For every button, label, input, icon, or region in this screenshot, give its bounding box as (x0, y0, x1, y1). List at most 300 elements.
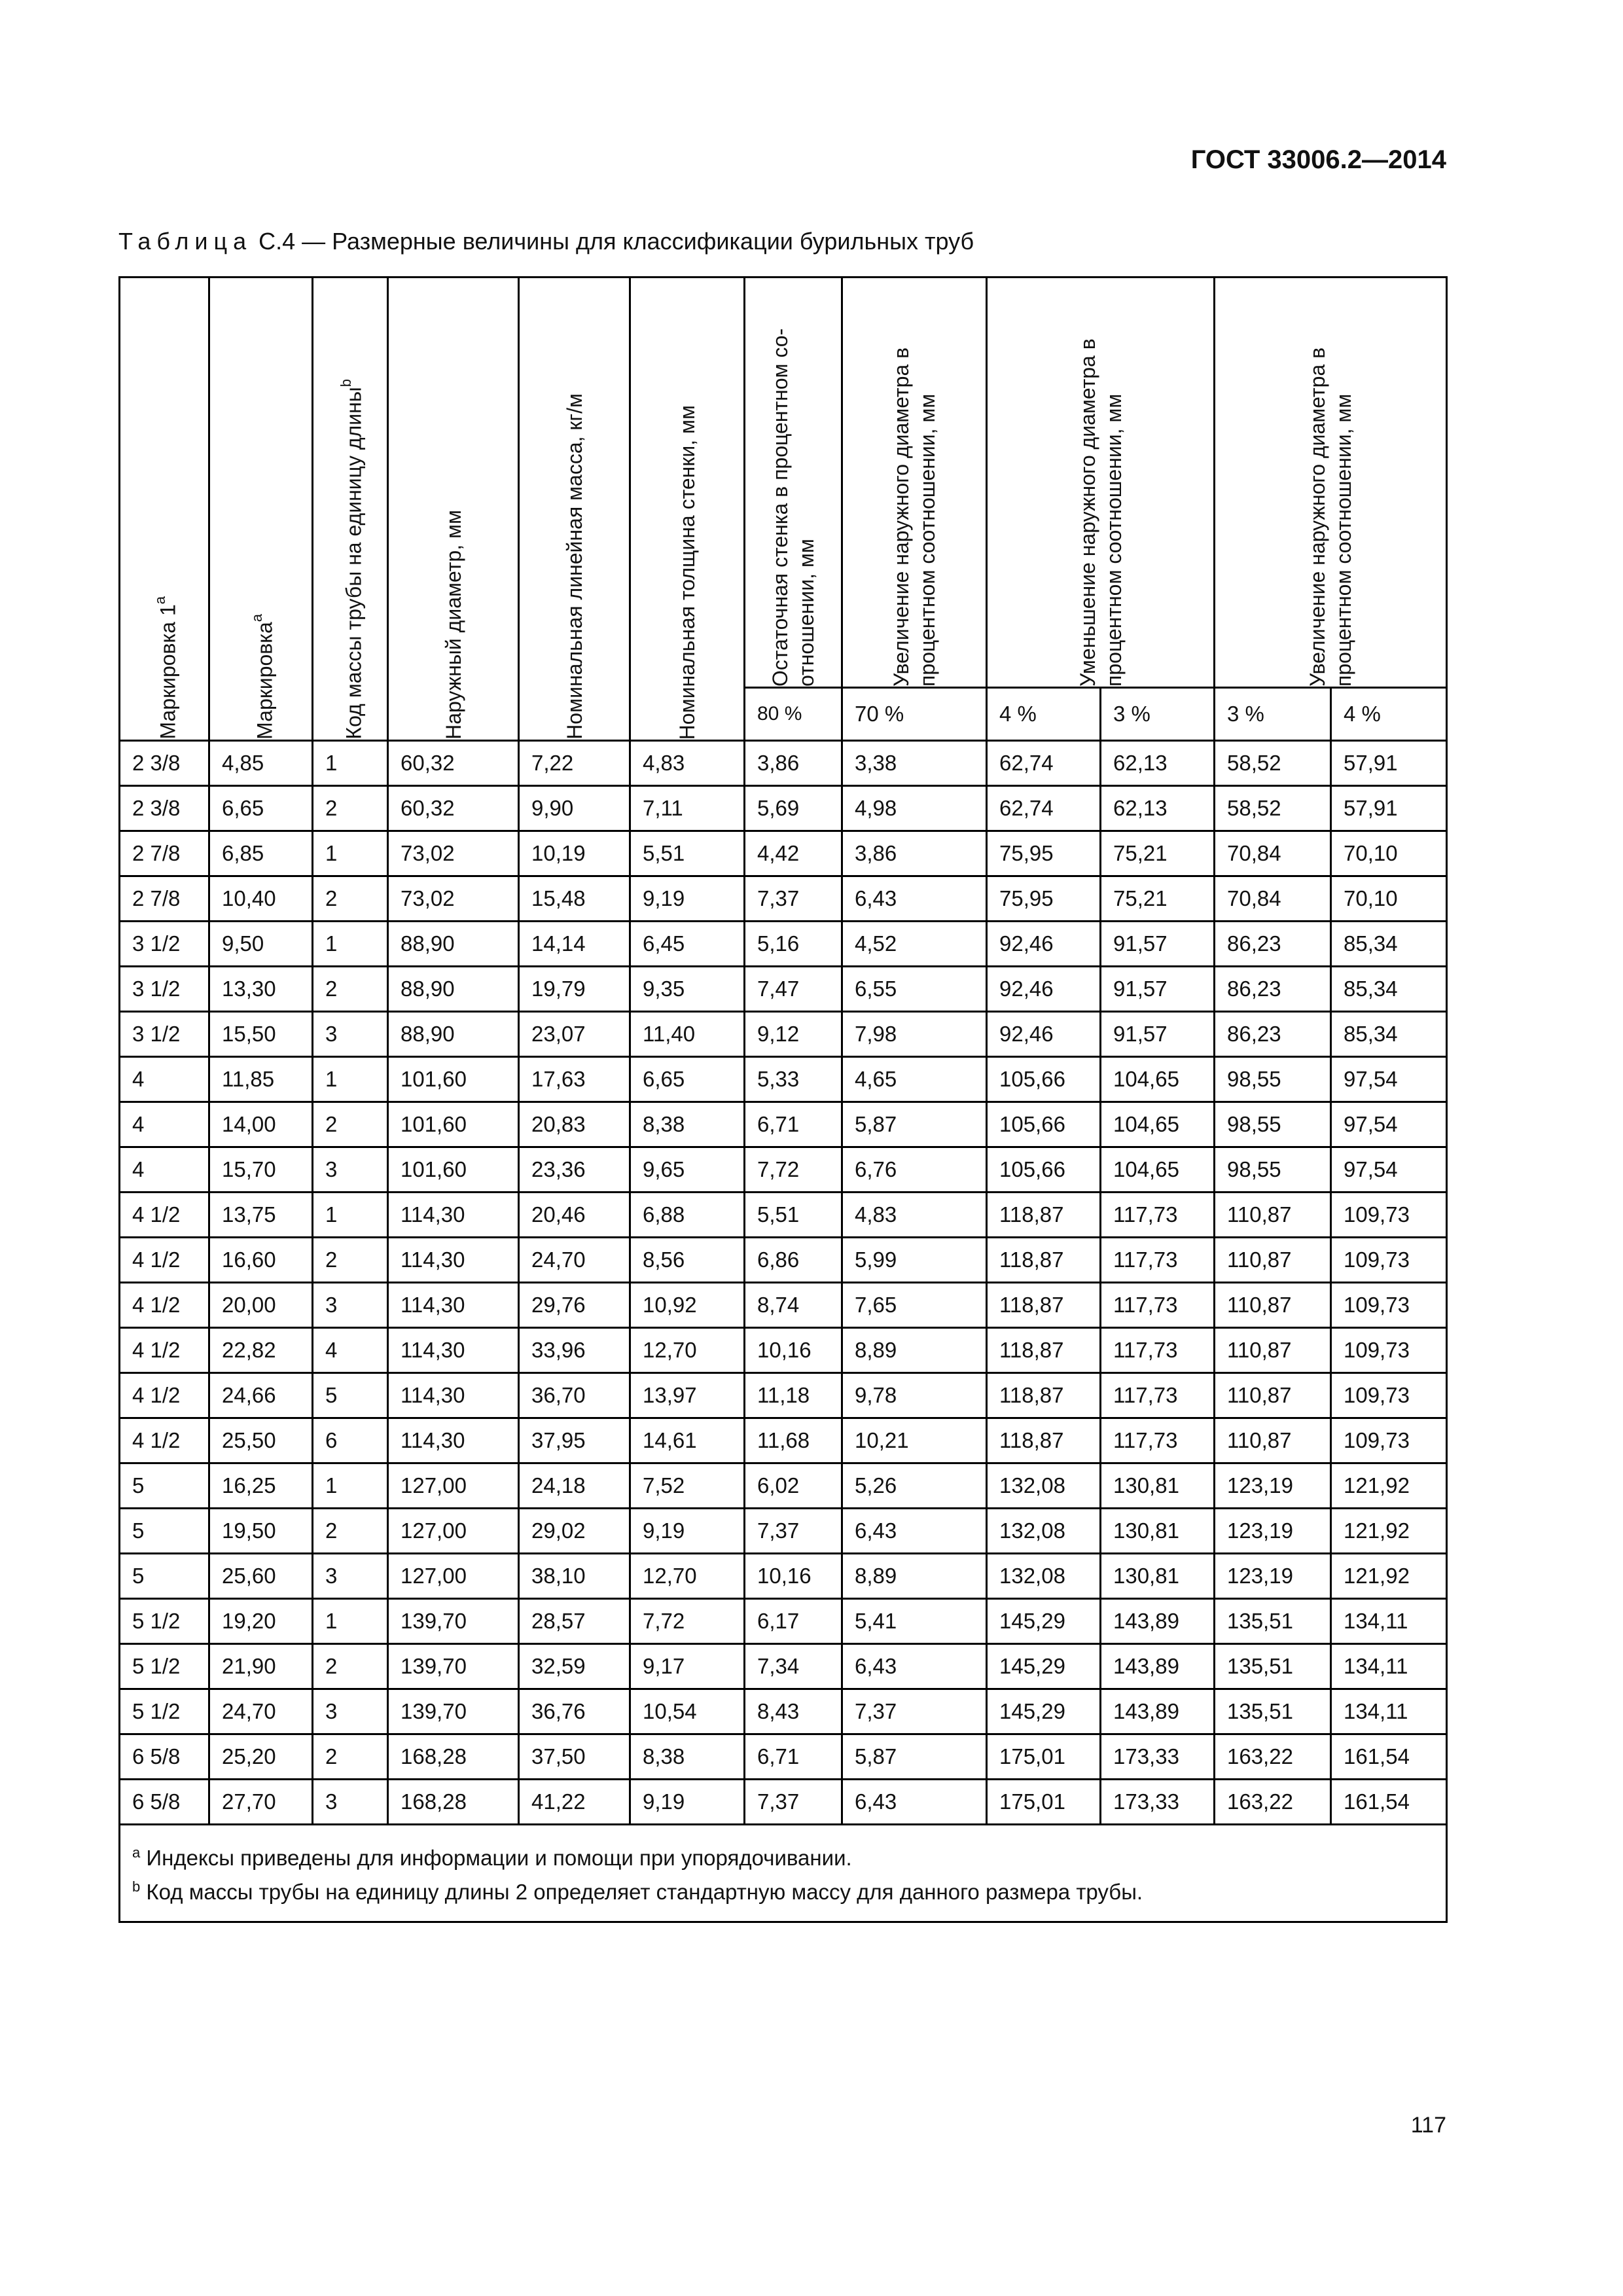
table-cell: 145,29 (987, 1689, 1101, 1734)
table-cell: 143,89 (1101, 1644, 1215, 1689)
table-cell: 3 (313, 1283, 388, 1328)
table-cell: 3,38 (842, 741, 987, 786)
table-cell: 110,87 (1215, 1193, 1331, 1238)
table-cell: 60,32 (388, 741, 519, 786)
table-cell: 6,43 (842, 876, 987, 922)
table-cell: 161,54 (1331, 1780, 1447, 1825)
table-cell: 4 (120, 1102, 209, 1147)
table-cell: 4,65 (842, 1057, 987, 1102)
table-cell: 1 (313, 741, 388, 786)
table-cell: 110,87 (1215, 1238, 1331, 1283)
table-cell: 2 (313, 1734, 388, 1780)
table-cell: 4,83 (842, 1193, 987, 1238)
table-cell: 4 1/2 (120, 1283, 209, 1328)
table-cell: 6,86 (745, 1238, 842, 1283)
table-row (120, 1057, 1447, 1102)
table-cell: 117,73 (1101, 1373, 1215, 1418)
table-cell: 13,75 (209, 1193, 313, 1238)
table-cell: 117,73 (1101, 1283, 1215, 1328)
table-cell: 2 (313, 967, 388, 1012)
table-cell: 3,86 (842, 831, 987, 876)
table-row (120, 1102, 1447, 1147)
table-cell: 5 (120, 1509, 209, 1554)
table-row (120, 876, 1447, 922)
table-cell: 70,10 (1331, 831, 1447, 876)
table-cell: 110,87 (1215, 1373, 1331, 1418)
table-cell: 121,92 (1331, 1509, 1447, 1554)
table-cell: 58,52 (1215, 741, 1331, 786)
table-cell: 114,30 (388, 1283, 519, 1328)
table-cell: 7,37 (745, 876, 842, 922)
table-cell: 135,51 (1215, 1644, 1331, 1689)
table-cell: 168,28 (388, 1734, 519, 1780)
table-cell: 2 (313, 1102, 388, 1147)
table-row (120, 1418, 1447, 1463)
table-cell: 5 (120, 1554, 209, 1599)
table-cell: 62,74 (987, 741, 1101, 786)
table-cell: 92,46 (987, 922, 1101, 967)
table-cell: 143,89 (1101, 1599, 1215, 1644)
table-cell: 6,88 (630, 1193, 745, 1238)
table-cell: 8,74 (745, 1283, 842, 1328)
table-cell: 6,17 (745, 1599, 842, 1644)
table-cell: 62,74 (987, 786, 1101, 831)
table-cell: 132,08 (987, 1509, 1101, 1554)
table-cell: 121,92 (1331, 1463, 1447, 1509)
subheader-80: 80 % (745, 687, 842, 740)
subheader-3-inc: 3 % (1215, 687, 1331, 740)
table-cell: 11,18 (745, 1373, 842, 1418)
table-cell: 9,19 (630, 1509, 745, 1554)
table-cell: 97,54 (1331, 1102, 1447, 1147)
table-caption (118, 228, 974, 255)
table-cell: 135,51 (1215, 1599, 1331, 1644)
table-cell: 110,87 (1215, 1328, 1331, 1373)
table-cell: 4 (120, 1147, 209, 1193)
table-row (120, 1509, 1447, 1554)
table-cell: 5,99 (842, 1238, 987, 1283)
table-cell: 37,95 (519, 1418, 630, 1463)
table-cell: 7,34 (745, 1644, 842, 1689)
table-cell: 3 (313, 1147, 388, 1193)
table-cell: 38,10 (519, 1554, 630, 1599)
table-row (120, 1193, 1447, 1238)
table-row (120, 967, 1447, 1012)
table-cell: 104,65 (1101, 1057, 1215, 1102)
table-cell: 134,11 (1331, 1689, 1447, 1734)
table-cell: 86,23 (1215, 1012, 1331, 1057)
table-cell: 123,19 (1215, 1554, 1331, 1599)
table-cell: 75,95 (987, 831, 1101, 876)
table-cell: 3 1/2 (120, 967, 209, 1012)
table-cell: 14,14 (519, 922, 630, 967)
table-cell: 6,43 (842, 1780, 987, 1825)
table-cell: 117,73 (1101, 1418, 1215, 1463)
table-cell: 132,08 (987, 1463, 1101, 1509)
table-cell: 16,25 (209, 1463, 313, 1509)
table-cell: 105,66 (987, 1057, 1101, 1102)
table-cell: 135,51 (1215, 1689, 1331, 1734)
table-cell: 11,40 (630, 1012, 745, 1057)
table-cell: 2 (313, 1238, 388, 1283)
table-row (120, 1373, 1447, 1418)
table-cell: 104,65 (1101, 1102, 1215, 1147)
table-cell: 15,48 (519, 876, 630, 922)
table-cell: 92,46 (987, 1012, 1101, 1057)
table-cell: 1 (313, 831, 388, 876)
table-cell: 7,52 (630, 1463, 745, 1509)
table-cell: 4 1/2 (120, 1373, 209, 1418)
table-cell: 14,00 (209, 1102, 313, 1147)
table-cell: 36,76 (519, 1689, 630, 1734)
table-cell: 73,02 (388, 831, 519, 876)
subheader-4-inc: 4 % (1331, 687, 1447, 740)
table-cell: 14,61 (630, 1418, 745, 1463)
table-cell: 10,54 (630, 1689, 745, 1734)
table-cell: 22,82 (209, 1328, 313, 1373)
table-row (120, 1734, 1447, 1780)
table-cell: 118,87 (987, 1418, 1101, 1463)
table-cell: 130,81 (1101, 1554, 1215, 1599)
table-cell: 16,60 (209, 1238, 313, 1283)
table-cell: 4 1/2 (120, 1193, 209, 1238)
table-cell: 175,01 (987, 1780, 1101, 1825)
table-row (120, 1554, 1447, 1599)
table-cell: 10,21 (842, 1418, 987, 1463)
table-cell: 91,57 (1101, 967, 1215, 1012)
table-cell: 36,70 (519, 1373, 630, 1418)
table-cell: 32,59 (519, 1644, 630, 1689)
table-cell: 8,89 (842, 1328, 987, 1373)
table-cell: 2 (313, 1509, 388, 1554)
table-cell: 139,70 (388, 1689, 519, 1734)
table-row (120, 1644, 1447, 1689)
table-cell: 57,91 (1331, 741, 1447, 786)
table-cell: 19,20 (209, 1599, 313, 1644)
table-cell: 109,73 (1331, 1238, 1447, 1283)
table-cell: 86,23 (1215, 967, 1331, 1012)
table-cell: 4,52 (842, 922, 987, 967)
document-code: ГОСТ 33006.2—2014 (1190, 145, 1446, 174)
table-cell: 5,33 (745, 1057, 842, 1102)
table-cell: 3 (313, 1780, 388, 1825)
table-cell: 37,50 (519, 1734, 630, 1780)
table-cell: 19,79 (519, 967, 630, 1012)
table-cell: 97,54 (1331, 1057, 1447, 1102)
table-cell: 7,72 (630, 1599, 745, 1644)
table-cell: 73,02 (388, 876, 519, 922)
table-cell: 1 (313, 1057, 388, 1102)
table-row (120, 1780, 1447, 1825)
table-cell: 6 5/8 (120, 1734, 209, 1780)
table-cell: 110,87 (1215, 1283, 1331, 1328)
table-cell: 3 (313, 1012, 388, 1057)
table-cell: 3 (313, 1554, 388, 1599)
table-cell: 123,19 (1215, 1463, 1331, 1509)
table-cell: 110,87 (1215, 1418, 1331, 1463)
header-marking-1: Маркировка $1^а$ (120, 278, 209, 741)
table-cell: 117,73 (1101, 1238, 1215, 1283)
header-od-increase-2: Увеличение наружного диаметра в процентном соотношении, мм (1215, 278, 1447, 688)
table-cell: 117,73 (1101, 1328, 1215, 1373)
table-cell: 8,38 (630, 1734, 745, 1780)
table-cell: 175,01 (987, 1734, 1101, 1780)
table-cell: 101,60 (388, 1102, 519, 1147)
table-cell: 134,11 (1331, 1644, 1447, 1689)
table-cell: 101,60 (388, 1057, 519, 1102)
table-cell: 85,34 (1331, 1012, 1447, 1057)
table-cell: 9,19 (630, 1780, 745, 1825)
table-cell: 4 (313, 1328, 388, 1373)
table-cell: 8,43 (745, 1689, 842, 1734)
table-cell: 88,90 (388, 967, 519, 1012)
table-row (120, 1599, 1447, 1644)
table-cell: 20,83 (519, 1102, 630, 1147)
table-cell: 2 3/8 (120, 741, 209, 786)
table-cell: 11,68 (745, 1418, 842, 1463)
table-cell: 7,37 (745, 1780, 842, 1825)
table-cell: 24,18 (519, 1463, 630, 1509)
table-cell: 117,73 (1101, 1193, 1215, 1238)
note-b: $^b$ Код массы трубы на единицу длины 2 определяет стандартную массу для данного размера трубы. (132, 1878, 1143, 1904)
table-cell: 24,70 (209, 1689, 313, 1734)
table-cell: 109,73 (1331, 1418, 1447, 1463)
table-cell: 145,29 (987, 1599, 1101, 1644)
table-cell: 2 (313, 786, 388, 831)
subheader-3-dec: 3 % (1101, 687, 1215, 740)
table-cell: 118,87 (987, 1373, 1101, 1418)
table-cell: 101,60 (388, 1147, 519, 1193)
table-cell: 5 1/2 (120, 1644, 209, 1689)
table-cell: 23,07 (519, 1012, 630, 1057)
table-cell: 127,00 (388, 1509, 519, 1554)
table-cell: 58,52 (1215, 786, 1331, 831)
table-cell: 62,13 (1101, 741, 1215, 786)
table-cell: 123,19 (1215, 1509, 1331, 1554)
caption-text: С.4 — Размерные величины для классификации бурильных труб (252, 228, 974, 255)
table-cell: 91,57 (1101, 922, 1215, 967)
table-cell: 4 1/2 (120, 1238, 209, 1283)
table-cell: 173,33 (1101, 1780, 1215, 1825)
table-cell: 2 3/8 (120, 786, 209, 831)
table-cell: 114,30 (388, 1328, 519, 1373)
table-row (120, 1463, 1447, 1509)
table-cell: 7,37 (745, 1509, 842, 1554)
table-cell: 4,85 (209, 741, 313, 786)
table-cell: 118,87 (987, 1238, 1101, 1283)
table-cell: 8,89 (842, 1554, 987, 1599)
header-wall-thickness: Номинальная толщина стенки, мм (630, 278, 745, 741)
table-cell: 5 1/2 (120, 1599, 209, 1644)
header-od-decrease: Уменьшение наружного диаметра в процентном соотношении, мм (987, 278, 1215, 688)
table-cell: 139,70 (388, 1644, 519, 1689)
table-cell: 6,65 (630, 1057, 745, 1102)
table-cell: 5 (120, 1463, 209, 1509)
header-marking: Маркировка$^а$ (209, 278, 313, 741)
table-row (120, 1283, 1447, 1328)
table-cell: 5,41 (842, 1599, 987, 1644)
table-cell: 75,21 (1101, 876, 1215, 922)
table-cell: 7,22 (519, 741, 630, 786)
table-cell: 7,11 (630, 786, 745, 831)
table-cell: 121,92 (1331, 1554, 1447, 1599)
table-cell: 7,65 (842, 1283, 987, 1328)
table-cell: 161,54 (1331, 1734, 1447, 1780)
table-cell: 10,40 (209, 876, 313, 922)
table-cell: 7,98 (842, 1012, 987, 1057)
table-cell: 104,65 (1101, 1147, 1215, 1193)
table-cell: 23,36 (519, 1147, 630, 1193)
table-cell: 109,73 (1331, 1373, 1447, 1418)
table-cell: 88,90 (388, 922, 519, 967)
table-cell: 2 7/8 (120, 876, 209, 922)
subheader-70: 70 % (842, 687, 987, 740)
table-cell: 114,30 (388, 1418, 519, 1463)
table-cell: 6,45 (630, 922, 745, 967)
table-cell: 1 (313, 1599, 388, 1644)
table-cell: 25,50 (209, 1418, 313, 1463)
table-cell: 88,90 (388, 1012, 519, 1057)
table-cell: 24,70 (519, 1238, 630, 1283)
table-cell: 92,46 (987, 967, 1101, 1012)
table-cell: 2 7/8 (120, 831, 209, 876)
table-cell: 134,11 (1331, 1599, 1447, 1644)
table-cell: 6,76 (842, 1147, 987, 1193)
table-cell: 15,70 (209, 1147, 313, 1193)
table-cell: 29,02 (519, 1509, 630, 1554)
table-cell: 6,65 (209, 786, 313, 831)
table-cell: 143,89 (1101, 1689, 1215, 1734)
table-cell: 12,70 (630, 1328, 745, 1373)
table-cell: 130,81 (1101, 1509, 1215, 1554)
table-cell: 10,92 (630, 1283, 745, 1328)
table-body (120, 741, 1447, 1825)
table-cell: 2 (313, 1644, 388, 1689)
table-cell: 105,66 (987, 1102, 1101, 1147)
table-cell: 9,19 (630, 876, 745, 922)
table-cell: 97,54 (1331, 1147, 1447, 1193)
table-row (120, 1328, 1447, 1373)
header-linear-mass: Номинальная линейная масса, кг/м (519, 278, 630, 741)
table-cell: 25,20 (209, 1734, 313, 1780)
header-outer-diameter: Наружный диаметр, мм (388, 278, 519, 741)
table-cell: 3,86 (745, 741, 842, 786)
table-cell: 7,72 (745, 1147, 842, 1193)
table-cell: 4 1/2 (120, 1328, 209, 1373)
table-cell: 5,16 (745, 922, 842, 967)
table-cell: 5,26 (842, 1463, 987, 1509)
table-cell: 173,33 (1101, 1734, 1215, 1780)
table-cell: 5,51 (745, 1193, 842, 1238)
table-cell: 2 (313, 876, 388, 922)
table-cell: 109,73 (1331, 1193, 1447, 1238)
table-cell: 27,70 (209, 1780, 313, 1825)
table-cell: 13,30 (209, 967, 313, 1012)
table-row (120, 1147, 1447, 1193)
table-cell: 10,19 (519, 831, 630, 876)
table-cell: 10,16 (745, 1328, 842, 1373)
table-cell: 98,55 (1215, 1147, 1331, 1193)
table-cell: 13,97 (630, 1373, 745, 1418)
table-cell: 4,83 (630, 741, 745, 786)
table-row (120, 741, 1447, 786)
table-cell: 7,37 (842, 1689, 987, 1734)
table-cell: 9,78 (842, 1373, 987, 1418)
table-cell: 6,71 (745, 1734, 842, 1780)
table-cell: 118,87 (987, 1193, 1101, 1238)
table-cell: 132,08 (987, 1554, 1101, 1599)
table-cell: 33,96 (519, 1328, 630, 1373)
table-cell: 29,76 (519, 1283, 630, 1328)
table-cell: 4 (120, 1057, 209, 1102)
table-row (120, 831, 1447, 876)
table-cell: 86,23 (1215, 922, 1331, 967)
table-cell: 1 (313, 922, 388, 967)
table-row (120, 922, 1447, 967)
table-cell: 6,85 (209, 831, 313, 876)
table-cell: 8,56 (630, 1238, 745, 1283)
table-cell: 9,65 (630, 1147, 745, 1193)
header-row (120, 278, 1447, 688)
table-cell: 1 (313, 1463, 388, 1509)
table-cell: 163,22 (1215, 1734, 1331, 1780)
table-cell: 130,81 (1101, 1463, 1215, 1509)
table-cell: 9,17 (630, 1644, 745, 1689)
caption-prefix: Таблица (118, 228, 253, 255)
table-cell: 114,30 (388, 1193, 519, 1238)
table-cell: 109,73 (1331, 1328, 1447, 1373)
table-cell: 163,22 (1215, 1780, 1331, 1825)
table-cell: 139,70 (388, 1599, 519, 1644)
table-cell: 9,90 (519, 786, 630, 831)
table-cell: 5 1/2 (120, 1689, 209, 1734)
table-cell: 9,35 (630, 967, 745, 1012)
subheader-4-dec: 4 % (987, 687, 1101, 740)
table-cell: 5,51 (630, 831, 745, 876)
table-cell: 41,22 (519, 1780, 630, 1825)
table-cell: 60,32 (388, 786, 519, 831)
table-cell: 57,91 (1331, 786, 1447, 831)
table-cell: 6,43 (842, 1644, 987, 1689)
header-residual-wall: Остаточная стенка в процентном со-отношении, мм (745, 278, 842, 688)
table-cell: 85,34 (1331, 922, 1447, 967)
page-number: 117 (1410, 2113, 1446, 2138)
table-cell: 118,87 (987, 1283, 1101, 1328)
pipe-classification-table (118, 276, 1448, 1923)
table-cell: 6,55 (842, 967, 987, 1012)
table-cell: 5,87 (842, 1102, 987, 1147)
table-row (120, 1689, 1447, 1734)
table-cell: 3 (313, 1689, 388, 1734)
table-cell: 11,85 (209, 1057, 313, 1102)
table-cell: 62,13 (1101, 786, 1215, 831)
table-cell: 28,57 (519, 1599, 630, 1644)
header-od-increase: Увеличение наружного диаметра в процентном соотношении, мм (842, 278, 987, 688)
table-cell: 98,55 (1215, 1102, 1331, 1147)
table-cell: 20,00 (209, 1283, 313, 1328)
table-cell: 17,63 (519, 1057, 630, 1102)
table-cell: 24,66 (209, 1373, 313, 1418)
table-cell: 4,98 (842, 786, 987, 831)
table-cell: 12,70 (630, 1554, 745, 1599)
table-cell: 168,28 (388, 1780, 519, 1825)
table-cell: 1 (313, 1193, 388, 1238)
table-cell: 3 1/2 (120, 1012, 209, 1057)
table-cell: 6,71 (745, 1102, 842, 1147)
table-cell: 4,42 (745, 831, 842, 876)
table-cell: 145,29 (987, 1644, 1101, 1689)
table-cell: 4 1/2 (120, 1418, 209, 1463)
